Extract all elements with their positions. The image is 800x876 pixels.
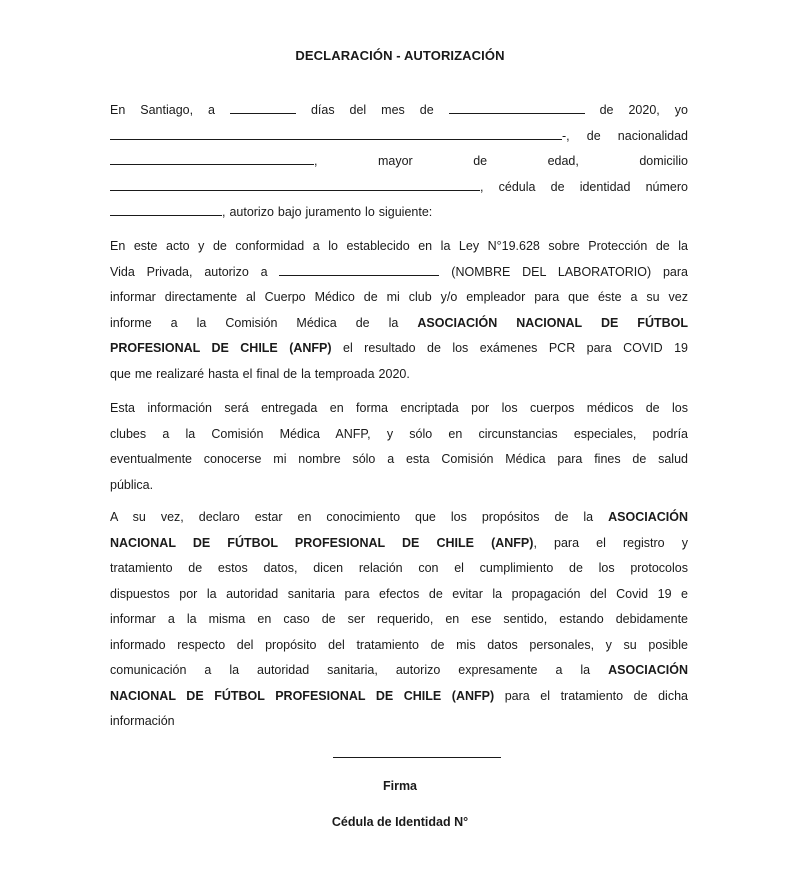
address-blank — [110, 179, 480, 191]
signature-line — [333, 757, 501, 758]
p4-line-2: NACIONAL DE FÚTBOL PROFESIONAL DE CHILE (ANFP), para el registro y — [110, 535, 688, 550]
document-title: DECLARACIÓN - AUTORIZACIÓN — [295, 48, 505, 63]
p1-line-2: -, de nacionalidad — [110, 124, 688, 150]
month-blank — [449, 102, 585, 114]
p2-line-2: Vida Privada, autorizo a (NOMBRE DEL LABORATORIO) para — [110, 264, 688, 279]
p3-line-3: eventualmente conocerse mi nombre sólo a esta Comisión Médica para fines de salud — [110, 452, 688, 466]
p4-line-9: información — [110, 714, 175, 728]
p3-line-1: Esta información será entregada en forma encriptada por los cuerpos médicos de los — [110, 401, 688, 415]
p3-line-2: clubes a la Comisión Médica ANFP, y sólo en circunstancias especiales, podría — [110, 426, 688, 441]
p2-line-1: En este acto y de conformidad a lo establecido en la Ley N°19.628 sobre Protección de la — [110, 239, 688, 253]
p4-line-3: tratamiento de estos datos, dicen relación con el cumplimiento de los protocolos — [110, 561, 688, 575]
day-blank — [230, 102, 296, 114]
p2-line-6: que me realizaré hasta el final de la temproada 2020. — [110, 366, 410, 381]
paragraph-declarant-info — [110, 98, 688, 226]
p1-line-5: , autorizo bajo juramento lo siguiente: — [110, 200, 688, 226]
p1-line-1: En Santiago, a días del mes de de 2020, yo — [110, 103, 688, 117]
id-number-label: Cédula de Identidad N° — [331, 815, 469, 829]
p2-line-3: informar directamente al Cuerpo Médico de mi club y/o empleador para que éste a su vez — [110, 290, 688, 304]
p3-line-4: pública. — [110, 477, 154, 492]
nationality-blank — [110, 153, 314, 165]
id-number-blank — [110, 204, 222, 216]
paragraph-encryption — [110, 396, 688, 498]
p4-line-7: comunicación a la autoridad sanitaria, autorizo expresamente a la ASOCIACIÓN — [110, 663, 688, 677]
name-blank — [110, 128, 562, 140]
signature-label: Firma — [382, 779, 418, 793]
p4-line-8: NACIONAL DE FÚTBOL PROFESIONAL DE CHILE (ANFP) para el tratamiento de dicha — [110, 688, 688, 703]
p2-line-5: PROFESIONAL DE CHILE (ANFP) el resultado de los exámenes PCR para COVID 19 — [110, 341, 688, 355]
laboratory-blank — [279, 264, 439, 276]
p1-line-3: , mayor de edad, domicilio — [110, 149, 688, 175]
p4-line-4: dispuestos por la autoridad sanitaria para efectos de evitar la propagación del Covid 19 e — [110, 586, 688, 601]
p1-line-4: , cédula de identidad número — [110, 175, 688, 201]
p4-line-6: informado respecto del propósito del tratamiento de mis datos personales, y su posible — [110, 637, 688, 652]
p4-line-1: A su vez, declaro estar en conocimiento que los propósitos de la ASOCIACIÓN — [110, 510, 688, 524]
paragraph-authorization — [110, 234, 688, 387]
p2-line-4: informe a la Comisión Médica de la ASOCIACIÓN NACIONAL DE FÚTBOL — [110, 315, 688, 330]
paragraph-purpose — [110, 505, 688, 735]
p4-line-5: informar a la misma en caso de ser requerido, en ese sentido, estando debidamente — [110, 612, 688, 626]
